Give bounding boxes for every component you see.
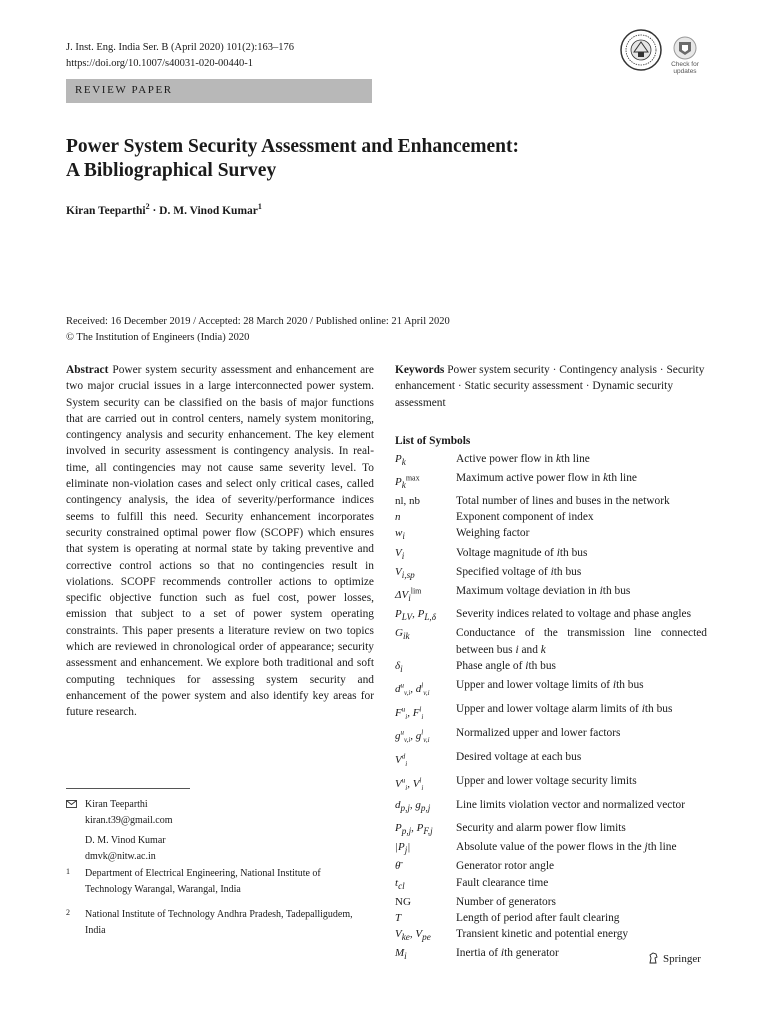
- symbol: $d^u_{v,i}$, $d^l_{v,i}$: [395, 680, 430, 697]
- symbol: $P_k^{max}$: [395, 473, 420, 491]
- author-2-affil: 1: [257, 202, 262, 211]
- symbol: n: [395, 511, 401, 524]
- abstract-label: Abstract: [66, 364, 109, 376]
- contact-1-name: Kiran Teeparthi: [85, 799, 148, 810]
- symbol-row: [395, 773, 707, 797]
- symbol-description: Upper and lower voltage limits of ith bus: [456, 678, 644, 691]
- symbol: $w_i$: [395, 527, 405, 542]
- author-separator: ·: [149, 204, 160, 217]
- symbol: $\delta_i$: [395, 659, 403, 674]
- symbol-row: [395, 894, 707, 910]
- title-line-1: Power System Security Assessment and Enhancement:: [66, 136, 519, 157]
- symbol-description: Specified voltage of ith bus: [456, 565, 582, 578]
- symbol-description: Exponent component of index: [456, 511, 594, 524]
- symbol-description: Phase angle of ith bus: [456, 659, 556, 672]
- symbol-description: Upper and lower voltage alarm limits of ith bus: [456, 702, 673, 715]
- symbol-row: [395, 677, 707, 701]
- author-1: Kiran Teeparthi: [66, 204, 146, 217]
- symbol: $M_i$: [395, 947, 407, 962]
- symbol-description: Weighing factor: [456, 527, 530, 540]
- affiliation-1-text: Department of Electrical Engineering, National Institute of Technology Warangal, Warangal, India: [85, 868, 321, 895]
- affiliation-1-num: 1: [66, 867, 70, 876]
- affiliation-2-num: 2: [66, 908, 70, 917]
- keywords-text: Power system security · Contingency analysis · Security enhancement · Static security assessment · Dynamic security assessment: [395, 364, 705, 409]
- contact-1-email[interactable]: kiran.t39@gmail.com: [85, 814, 173, 826]
- envelope-icon: [66, 800, 77, 808]
- title-line-2: A Bibliographical Survey: [66, 160, 277, 181]
- symbol: $P_{p,j}$, $P_{F,j}$: [395, 821, 433, 837]
- check-updates-line1: Check for: [671, 61, 699, 68]
- symbol: $P_k$: [395, 453, 406, 468]
- symbol: $F^u_i$, $F^l_i$: [395, 704, 424, 721]
- copyright: © The Institution of Engineers (India) 2020: [66, 332, 250, 343]
- contact-2-name: D. M. Vinod Kumar: [85, 835, 166, 846]
- symbol-description: Fault clearance time: [456, 876, 549, 889]
- symbol-description: Maximum active power flow in kth line: [456, 472, 637, 485]
- paper-title: [66, 135, 519, 183]
- article-type-banner: [66, 79, 372, 103]
- symbol: $|P_j|$: [395, 841, 411, 856]
- symbol-row: [395, 525, 707, 544]
- symbol: T: [395, 911, 402, 924]
- symbol-description: Desired voltage at each bus: [456, 750, 582, 763]
- symbol-row: [395, 725, 707, 749]
- symbol: $t_{cl}$: [395, 876, 405, 891]
- symbol-description: Security and alarm power flow limits: [456, 821, 626, 834]
- symbol-description: Length of period after fault clearing: [456, 911, 620, 924]
- author-2: D. M. Vinod Kumar: [159, 204, 258, 217]
- contact-1: [66, 797, 173, 828]
- symbol-row: [395, 545, 707, 564]
- article-type-label: REVIEW PAPER: [75, 84, 173, 96]
- publication-dates: [66, 314, 450, 346]
- symbol-row: [395, 564, 707, 583]
- symbol-description: Upper and lower voltage security limits: [456, 774, 637, 787]
- symbol-description: Maximum voltage deviation in ith bus: [456, 585, 631, 598]
- symbol: $G_{ik}$: [395, 627, 410, 642]
- correspondence: [66, 797, 173, 869]
- symbol: $V_i$: [395, 546, 405, 561]
- contact-2-email[interactable]: dmvk@nitw.ac.in: [85, 850, 156, 862]
- symbol-row: [395, 583, 707, 606]
- symbol: $P_{LV}$, $P_{L,\delta}$: [395, 608, 436, 623]
- symbol-row: [395, 926, 707, 945]
- journal-citation: J. Inst. Eng. India Ser. B (April 2020) 101(2):163–176: [66, 42, 295, 53]
- symbol-row: [395, 839, 707, 858]
- symbol-description: Transient kinetic and potential energy: [456, 928, 629, 941]
- symbol-row: [395, 820, 707, 839]
- symbol-row: [395, 797, 707, 816]
- symbol: $V^u_i$, $V^l_i$: [395, 776, 424, 793]
- author-list: [66, 202, 262, 217]
- doi-link[interactable]: https://doi.org/10.1007/s40031-020-00440-1: [66, 58, 254, 69]
- symbol-row: [395, 658, 707, 677]
- publisher-footer: [648, 952, 701, 965]
- symbol-description: Line limits violation vector and normalized vector: [456, 798, 686, 811]
- affiliations: [66, 866, 366, 948]
- symbol: $V^d_i$: [395, 752, 408, 769]
- symbol-description: Active power flow in kth line: [456, 453, 590, 465]
- footnote-divider: [66, 788, 190, 789]
- symbol-description: Voltage magnitude of ith bus: [456, 546, 588, 559]
- affiliation-2-text: National Institute of Technology Andhra Pradesh, Tadepalligudem, India: [85, 909, 353, 936]
- symbol-row: [395, 493, 707, 509]
- symbol: NG: [395, 895, 411, 908]
- symbol: $\Delta V_i^{lim}$: [395, 586, 422, 604]
- symbol-description: Inertia of ith generator: [456, 947, 559, 960]
- springer-horse-icon: [648, 952, 659, 964]
- abstract: [66, 362, 374, 721]
- symbol: nl, nb: [395, 495, 421, 508]
- symbol-description: Total number of lines and buses in the network: [456, 495, 670, 508]
- keywords-label: Keywords: [395, 364, 445, 376]
- symbol-description: Normalized upper and lower factors: [456, 726, 621, 739]
- symbol-row: [395, 606, 707, 625]
- journal-header: [66, 40, 294, 72]
- institution-seal-icon: [619, 28, 663, 72]
- check-for-updates-badge[interactable]: [666, 36, 704, 78]
- symbol: θ̄: [395, 860, 401, 873]
- symbol: $V_{ke}$, $V_{pe}$: [395, 928, 431, 943]
- symbol-row: [395, 875, 707, 894]
- symbol-description: Number of generators: [456, 895, 556, 908]
- symbol: $g^u_{v,i}$, $g^l_{v,i}$: [395, 728, 430, 745]
- publisher-name: Springer: [663, 953, 701, 965]
- symbol-row: [395, 858, 707, 874]
- history-dates: Received: 16 December 2019 / Accepted: 28 March 2020 / Published online: 21 April 2020: [66, 316, 450, 327]
- symbol-row: [395, 910, 707, 926]
- affiliation-1: [66, 866, 366, 897]
- symbol-row: [395, 509, 707, 525]
- symbol-description: Conductance of the transmission line connected between bus i and k: [456, 627, 707, 656]
- author-1-affil: 2: [145, 202, 150, 211]
- check-updates-line2: updates: [673, 68, 697, 75]
- symbol-description: Severity indices related to voltage and phase angles: [456, 608, 692, 621]
- symbols-heading: List of Symbols: [395, 435, 471, 447]
- symbol-row: [395, 470, 707, 493]
- symbols-list: [395, 451, 707, 965]
- symbol-description: Generator rotor angle: [456, 860, 555, 873]
- keywords: [395, 362, 707, 411]
- check-updates-icon: [666, 36, 704, 62]
- symbol-row: [395, 451, 707, 470]
- symbol: $V_{i,sp}$: [395, 565, 415, 581]
- symbol-description: Absolute value of the power flows in the jth line: [456, 841, 677, 854]
- abstract-text: Power system security assessment and enhancement are two major crucial issues in a large interconnected power system. System security can be classified on the basis of major functions that are carried out in control centers, namely system monitoring, contingency analysis and security enhancement. The key element involved in security assessment is contingency analysis. In real-time, all contingencies may not cause same severity level. To eliminate non-violation cases and select only critical cases, called contingency analysis, the idea of severity/performance indices seems to fulfill this need. Security enhancement incorporates security constrained optimal power flow (SCOPF) which ensures that system is operating at normal state by taking preventive and corrective control actions so that no contingencies result in violations. SCOPF recommends controller actions to optimize specific objective function such as fuel cost, power losses, emission that subject to a set of power system operating constraints. This paper presents a literature review on two topics which are reviewed in chronological order of appearance; security assessment and enhancement. We explore both traditional and soft computing techniques for assessing system security and enhancement of the power system and also identify key areas for future research.: [66, 364, 374, 719]
- symbol-row: [395, 749, 707, 773]
- contact-2: [66, 833, 173, 864]
- symbol: $d_{p,j}$, $g_{p,j}$: [395, 798, 431, 813]
- affiliation-2: [66, 907, 366, 938]
- symbol-row: [395, 625, 707, 657]
- symbol-row: [395, 701, 707, 725]
